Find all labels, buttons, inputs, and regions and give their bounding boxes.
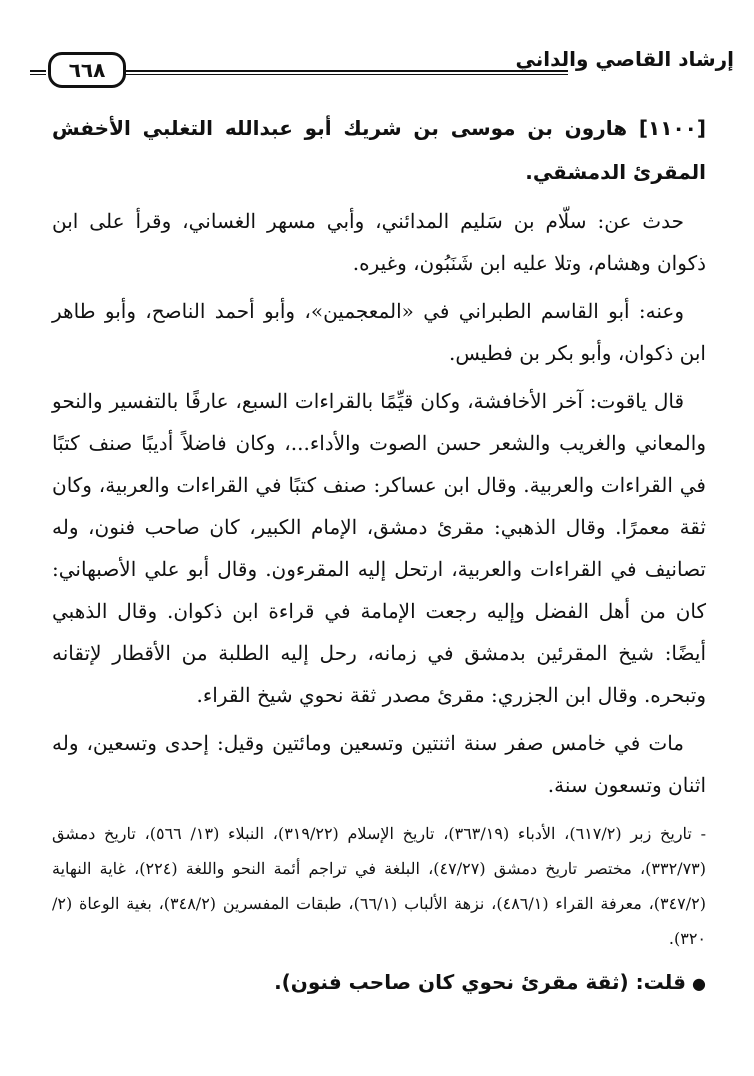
sources-list: - تاريخ زبر (٦١٧/٢)، الأدباء (٣٦٣/١٩)، تاريخ الإسلام (٣١٩/٢٢)، النبلاء (١٣/ ٥٦٦)، تاريخ دمشق (٣٣٢/٧٣)، مختصر تاريخ دمشق (٤٧/٢٧)، البلغة في تراجم أئمة النحو واللغة (٢٢٤)، غاية النهاية (٣٤٧/٢)، معرفة القراء (٤٨٦/١)، نزهة الألباب (٦٦/١)، طبقات المفسرين (٣٤٨/٢)، بغية الوعاة (٢/ ٣٢٠).: [52, 824, 706, 948]
paragraph-narrators: حدث عن: سلّام بن سَليم المدائني، وأبي مسهر الغساني، وقرأ على ابن ذكوان وهشام، وتلا عليه ابن شَنَبُون، وغيره.: [52, 209, 706, 275]
header-rule-left: [30, 70, 46, 72]
header-rule-left-thin: [30, 74, 46, 75]
author-note: [52, 964, 706, 1002]
page-header: [30, 44, 734, 80]
author-note-text: قلت: (ثقة مقرئ نحوي كان صاحب فنون).: [274, 970, 687, 994]
header-rule: [100, 70, 568, 72]
page-number: ٦٦٨: [48, 52, 126, 88]
paragraph-death: مات في خامس صفر سنة اثنتين وتسعين ومائتين وقيل: إحدى وتسعين، وله اثنان وتسعون سنة.: [52, 731, 706, 797]
entry-title: [١١٠٠] هارون بن موسى بن شريك أبو عبدالله التغلبي الأخفش المقرئ الدمشقي.: [52, 116, 706, 184]
header-rule-thin: [100, 74, 568, 75]
entry-body: [52, 106, 706, 1002]
bullet-icon: ●: [692, 974, 706, 993]
paragraph-students: وعنه: أبو القاسم الطبراني في «المعجمين»، وأبو أحمد الناصح، وأبو طاهر ابن ذكوان، وأبو بكر بن فطيس.: [52, 299, 706, 365]
paragraph-opinions: قال ياقوت: آخر الأخافشة، وكان قيِّمًا بالقراءات السبع، عارفًا بالتفسير والنحو والمعاني والغريب والشعر حسن الصوت والأداء...، وكان فاضلاً أديبًا صنف كتبًا في القراءات والعربية. وقال ابن عساكر: صنف كتبًا في القراءات والعربية، وكان ثقة معمرًا. وقال الذهبي: مقرئ دمشق، الإمام الكبير، كان صاحب فنون، وله تصانيف في القراءات والعربية، ارتحل إليه المقرءون. وقال أبو علي الأصبهاني: كان من أهل الفضل وإليه رجعت الإمامة في قراءة ابن ذكوان. وقال الذهبي أيضًا: شيخ المقرئين بدمشق في زمانه، رحل إليه الطلبة من الأقطار لإتقانه وتبحره. وقال ابن الجزري: مقرئ مصدر ثقة نحوي شيخ القراء.: [52, 389, 706, 707]
running-title: إرشاد القاصي والداني: [515, 47, 734, 71]
